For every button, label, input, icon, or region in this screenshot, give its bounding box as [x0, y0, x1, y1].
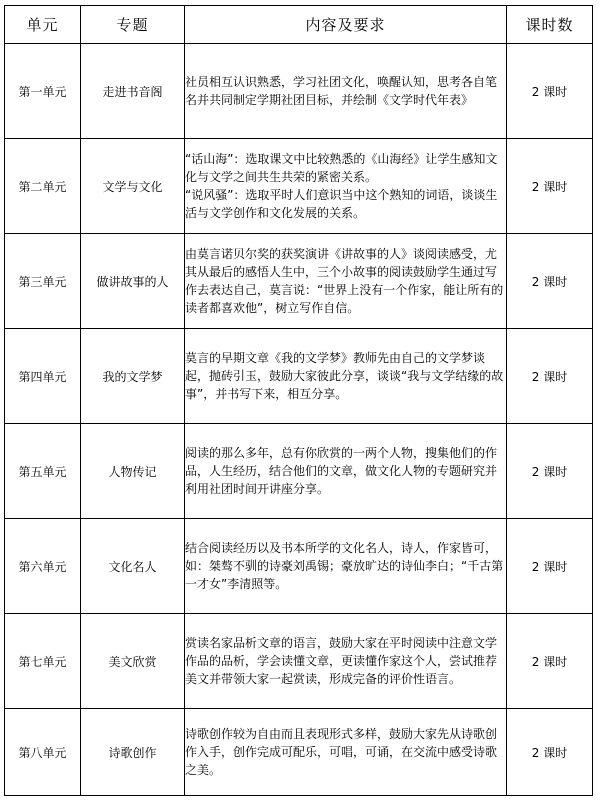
unit-cell: 第五单元	[5, 424, 81, 519]
content-text: 莫言的早期文章《我的文学梦》教师先由自己的文学梦谈起，抛砖引玉，鼓励大家彼此分享，谈谈“我与文学结缘的故事”，并书写下来，相互分享。	[185, 351, 504, 401]
content-text: 赏读名家品析文章的语言，鼓励大家在平时阅读中注意文学作品的品析，学会读懂文章，更读懂作家这个人，尝试推荐美文并带领大家一起赏读，形成完备的评价性语言。	[185, 636, 498, 686]
content-text: 社员相互认识熟悉，学习社团文化，唤醒认知，思考各自笔名并共同制定学期社团目标，并绘制《文学时代年表》	[185, 75, 498, 107]
topic-cell: 人物传记	[81, 424, 185, 519]
topic-cell: 诗歌创作	[81, 709, 185, 796]
hours-cell: 2 课时	[507, 424, 593, 519]
header-hours: 课时数	[507, 6, 593, 44]
table-row	[5, 709, 593, 796]
header-topic: 专题	[81, 6, 185, 44]
hours-cell: 2 课时	[507, 709, 593, 796]
content-text: 阅读的那么多年，总有你欣赏的一两个人物，搜集他们的作品，人生经历，结合他们的文章，做文化人物的专题研究并利用社团时间开讲座分享。	[185, 446, 498, 496]
topic-cell: 文学与文化	[81, 139, 185, 234]
unit-cell: 第一单元	[5, 44, 81, 139]
hours-cell: 2 课时	[507, 139, 593, 234]
table-row	[5, 614, 593, 709]
content-cell	[185, 139, 507, 234]
hours-cell: 2 课时	[507, 614, 593, 709]
header-unit: 单元	[5, 6, 81, 44]
table-row	[5, 234, 593, 329]
table-body	[5, 44, 593, 796]
table-row	[5, 519, 593, 614]
content-cell	[185, 709, 507, 796]
curriculum-table-container	[4, 5, 592, 796]
content-cell	[185, 44, 507, 139]
content-text: “话山海”：选取课文中比较熟悉的《山海经》让学生感知文化与文学之间共生共荣的紧密关系。	[185, 152, 498, 184]
content-text: 由莫言诺贝尔奖的获奖演讲《讲故事的人》谈阅读感受，尤其从最后的感悟人生中，三个小故事的阅读鼓励学生通过写作去表达自己，莫言说：“世界上没有一个作家，能让所有的读者都喜欢他”，树立写作自信。	[185, 247, 504, 315]
table-row	[5, 139, 593, 234]
topic-cell: 做讲故事的人	[81, 234, 185, 329]
table-header	[5, 6, 593, 44]
unit-cell: 第二单元	[5, 139, 81, 234]
unit-cell: 第八单元	[5, 709, 81, 796]
hours-cell: 2 课时	[507, 329, 593, 424]
content-cell	[185, 519, 507, 614]
table-row	[5, 44, 593, 139]
hours-cell: 2 课时	[507, 44, 593, 139]
content-cell	[185, 614, 507, 709]
topic-cell: 文化名人	[81, 519, 185, 614]
hours-cell: 2 课时	[507, 519, 593, 614]
content-cell	[185, 424, 507, 519]
topic-cell: 美文欣赏	[81, 614, 185, 709]
unit-cell: 第七单元	[5, 614, 81, 709]
topic-cell: 走进书音阁	[81, 44, 185, 139]
table-row	[5, 329, 593, 424]
hours-cell: 2 课时	[507, 234, 593, 329]
content-cell	[185, 329, 507, 424]
curriculum-table	[4, 5, 593, 796]
topic-cell: 我的文学梦	[81, 329, 185, 424]
content-text-extra: “说风骚”：选取平时人们意识当中这个熟知的词语，谈谈生活与文学创作和文化发展的关系。	[185, 188, 498, 220]
content-text: 诗歌创作较为自由而且表现形式多样，鼓励大家先从诗歌创作入手，创作完成可配乐，可唱，可诵，在交流中感受诗歌之美。	[185, 727, 498, 777]
unit-cell: 第四单元	[5, 329, 81, 424]
table-row	[5, 424, 593, 519]
unit-cell: 第三单元	[5, 234, 81, 329]
header-content: 内容及要求	[185, 6, 507, 44]
content-text: 结合阅读经历以及书本所学的文化名人，诗人，作家皆可，如：桀骜不驯的诗豪刘禹锡；豪放旷达的诗仙李白；“千古第一才女”李清照等。	[185, 541, 504, 591]
content-cell	[185, 234, 507, 329]
header-row	[5, 6, 593, 44]
unit-cell: 第六单元	[5, 519, 81, 614]
